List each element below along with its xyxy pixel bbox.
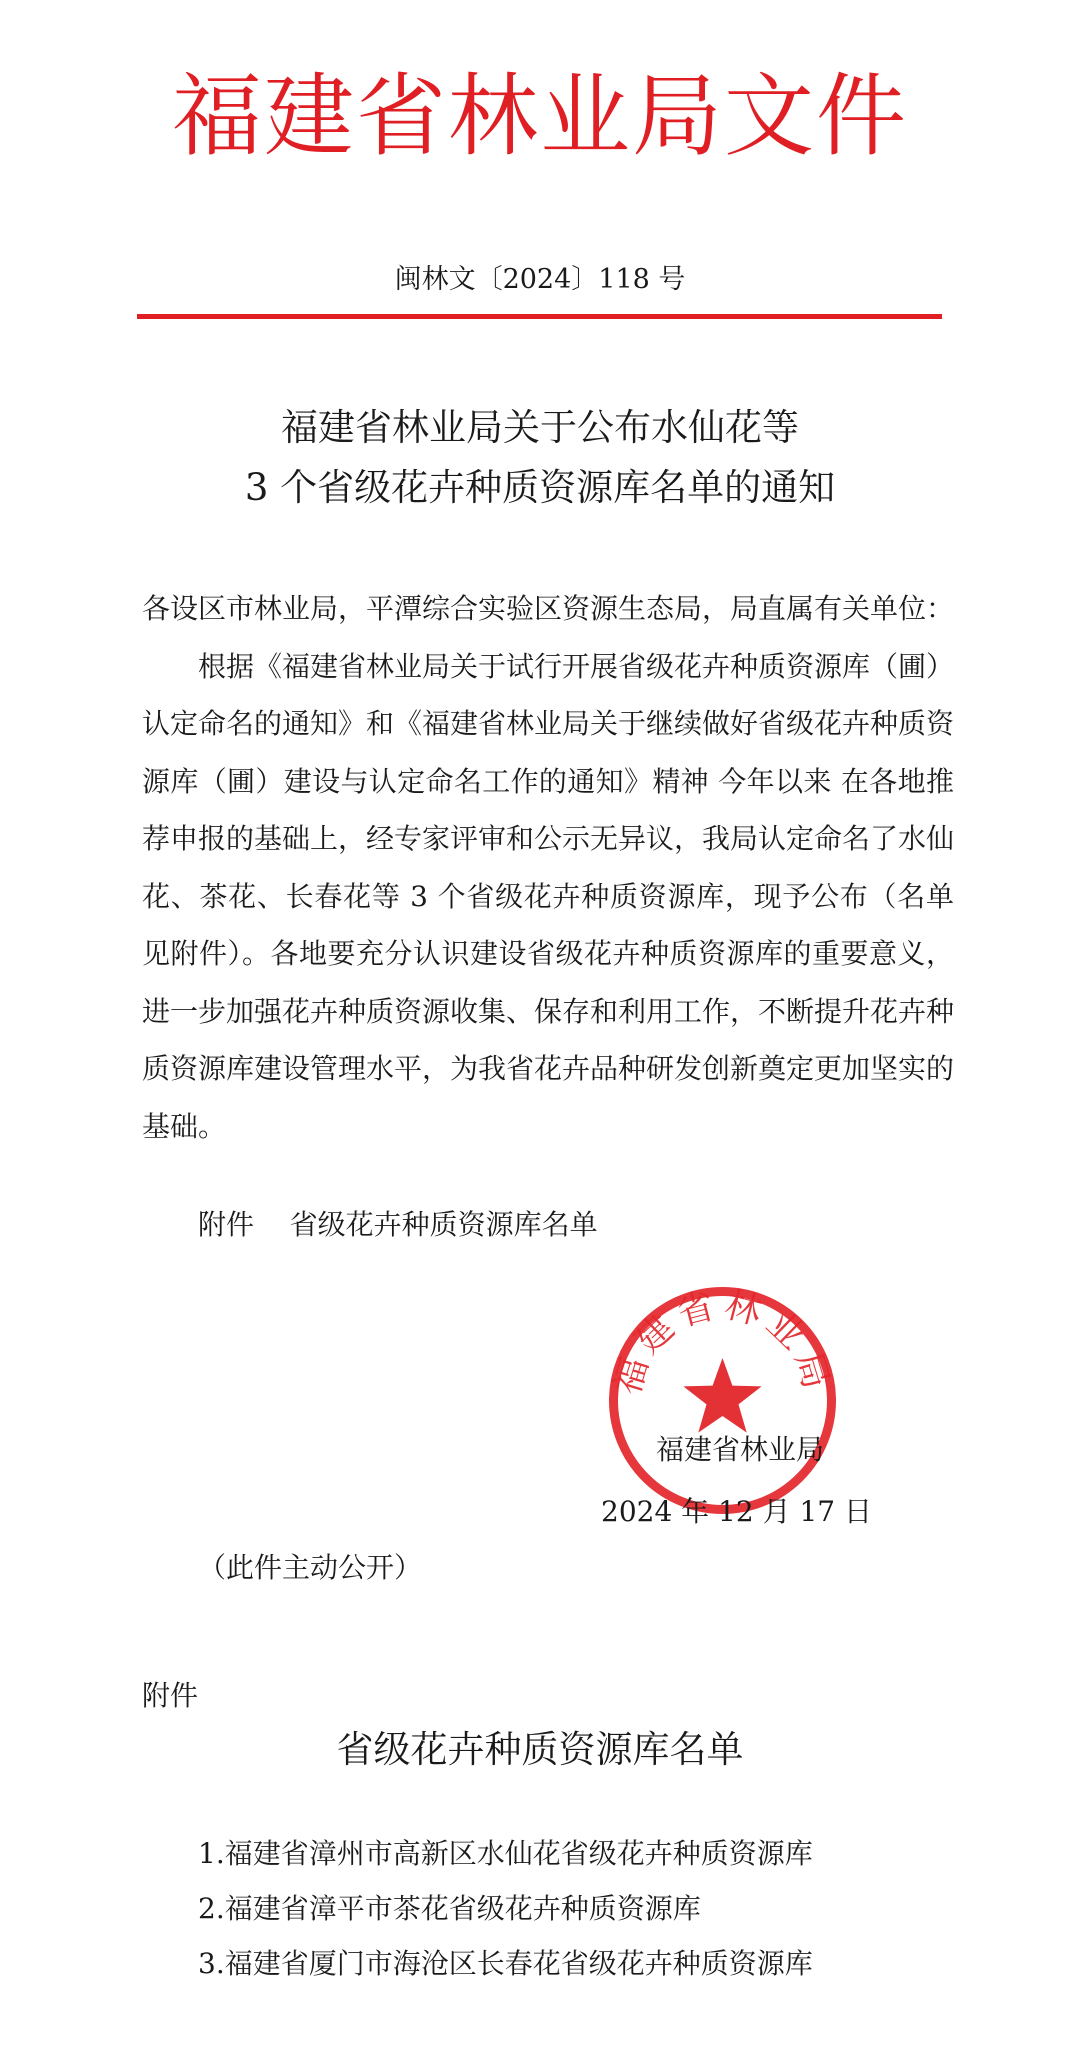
body-paragraph: 根据《福建省林业局关于试行开展省级花卉种质资源库（圃）认定命名的通知》和《福建省林业局关于继续做好省级花卉种质资源库（圃）建设与认定命名工作的通知》精神 今年以来 在各地推荐申报的基础上，经专家评审和公示无异议，我局认定命名了水仙花、茶花、长春花等 3 个省级花卉种质资源库，现予公布（名单见附件）。各地要充分认识建设省级花卉种质资源库的重要意义，进一步加强花卉种质资源收集、保存和利用工作，不断提升花卉种质资源库建设管理水平，为我省花卉品种研发创新奠定更加坚实的基础。 (142, 649, 955, 1143)
public-disclosure-note: （此件主动公开） (198, 1551, 423, 1584)
red-divider-line (137, 314, 942, 319)
attachment-label: 附件 (198, 1208, 255, 1241)
signing-organization: 福建省林业局 (655, 1433, 824, 1466)
salutation: 各设区市林业局，平潭综合实验区资源生态局，局直属有关单位： (142, 592, 955, 625)
attachment-reference (198, 1205, 598, 1245)
list-item: 1.福建省漳州市高新区水仙花省级花卉种质资源库 (198, 1837, 813, 1870)
annex-list (198, 1834, 813, 1999)
annex-title: 省级花卉种质资源库名单 (336, 1728, 744, 1771)
notice-title-line-2: 3 个省级花卉种质资源库名单的通知 (244, 466, 836, 509)
document-number: 闽林文〔2024〕118 号 (394, 264, 686, 295)
notice-title-line-1: 福建省林业局关于公布水仙花等 (281, 406, 799, 449)
attachment-name: 省级花卉种质资源库名单 (289, 1208, 598, 1241)
seal-star-icon (683, 1358, 761, 1433)
notice-title (0, 398, 1080, 518)
signing-date: 2024 年 12 月 17 日 (601, 1495, 873, 1528)
annex-label: 附件 (142, 1679, 199, 1712)
seal-text: 福建省林业局 (606, 1284, 839, 1400)
notice-body (142, 580, 954, 1155)
document-header-title: 福建省林业局文件 (172, 64, 908, 169)
list-item: 2.福建省漳平市茶花省级花卉种质资源库 (198, 1892, 701, 1925)
official-seal (605, 1283, 840, 1518)
list-item: 3.福建省厦门市海沧区长春花省级花卉种质资源库 (198, 1947, 813, 1980)
